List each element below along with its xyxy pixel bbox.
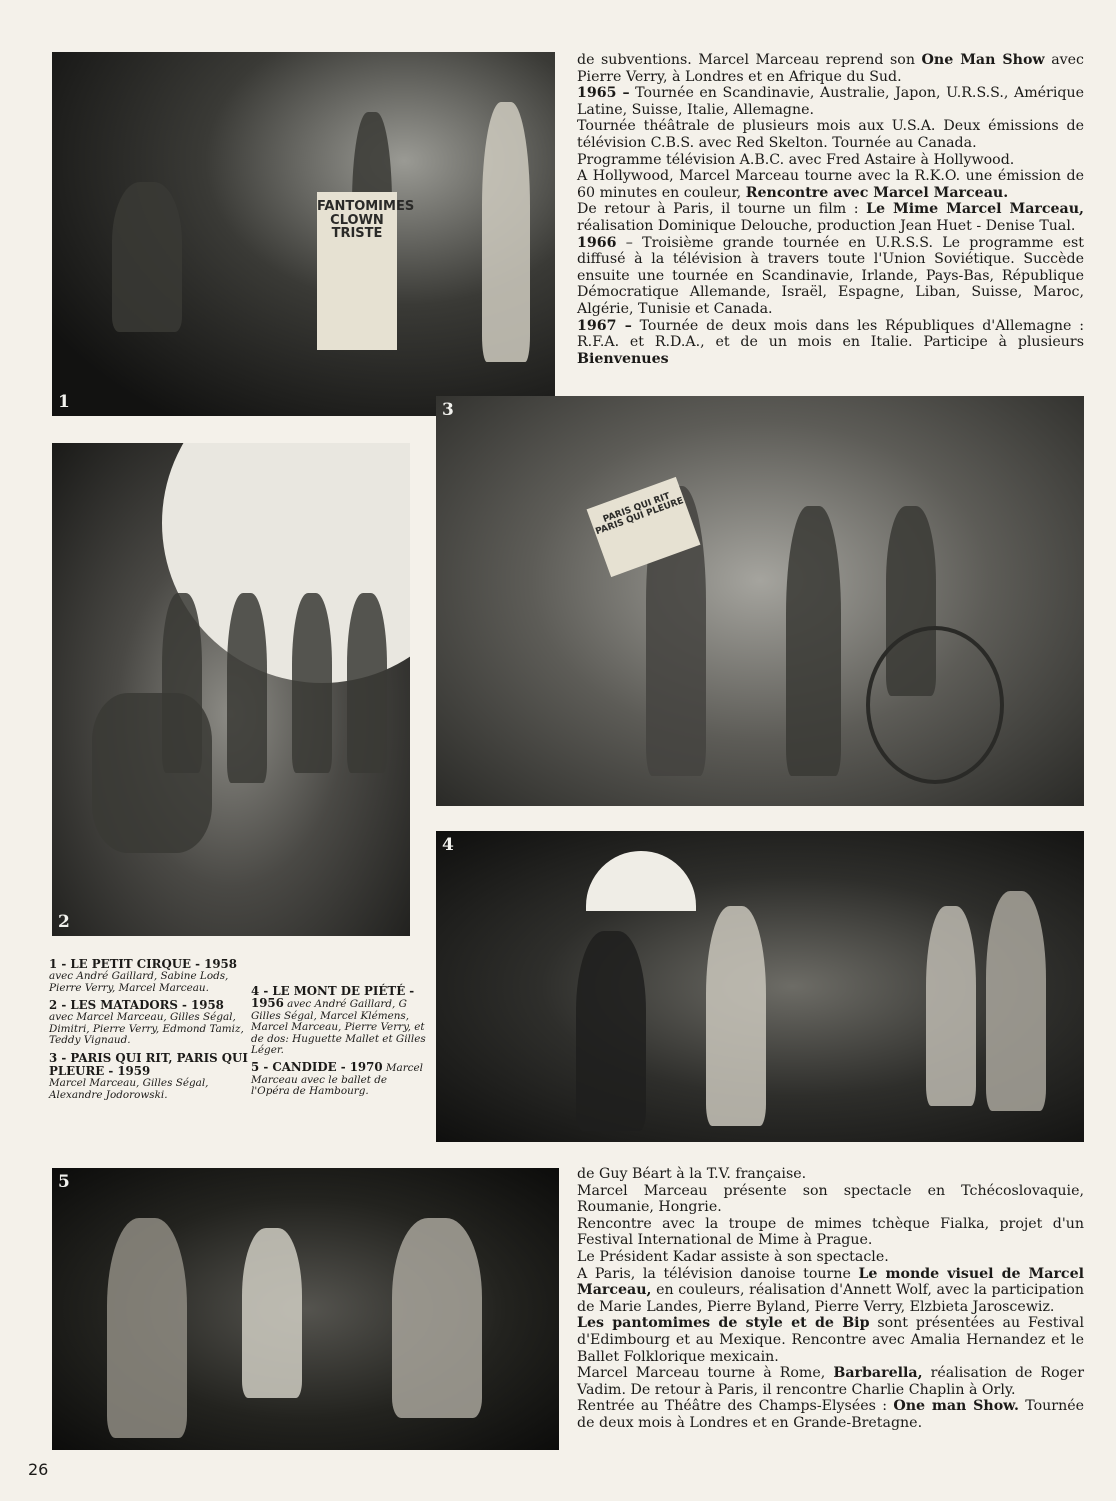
text: sont présentées au Festival d'Edimbourg et au Mexique. Rencontre avec Amalia Hernandez et le Ballet Folklorique mexicain.	[577, 1315, 1084, 1365]
umbrella	[586, 851, 696, 911]
caption-4	[251, 985, 427, 1057]
bold-text: Rencontre avec Marcel Marceau.	[745, 184, 1009, 201]
paragraph	[577, 85, 1084, 118]
text: Le Président Kadar assiste à son spectacle.	[577, 1248, 889, 1265]
bold-text: Les pantomimes de style et de Bip	[577, 1315, 870, 1332]
matador-figure	[292, 593, 332, 773]
text: Tournée de deux mois dans les Républiques d'Allemagne : R.F.A. et R.D.A., et de un mois en Italie. Participe à plusieurs	[577, 317, 1084, 351]
text: – Troisième grande tournée en U.R.S.S. Le programme est diffusé à la télévision à travers toute l'Union Soviétique. Succède ensuite une tournée en Scandinavie, Irlande, Pays-Bas, République Démocratique Allemande, Israël, Espagne, Liban, Suisse, Maroc, Algérie, Tunisie et Canada.	[577, 234, 1084, 317]
text: Marcel Marceau présente son spectacle en Tchécoslovaquie, Roumanie, Hongrie.	[577, 1182, 1084, 1216]
figure	[576, 931, 646, 1131]
cart-wheel	[866, 626, 1004, 784]
caption-5-body: Marcel Marceau avec le ballet de l'Opéra de Hambourg.	[251, 1061, 423, 1098]
caption-3-title: 3 - PARIS QUI RIT, PARIS QUI PLEURE - 1959	[49, 1050, 248, 1078]
bold-text: Le monde visuel de Marcel Marceau,	[577, 1265, 1084, 1299]
paragraph	[577, 52, 1084, 85]
photo-5	[52, 1168, 559, 1450]
photo-4-number: 4	[442, 835, 454, 855]
text: Rencontre avec la troupe de mimes tchèque Fialka, projet d'un Festival International de Mime à Prague.	[577, 1215, 1084, 1249]
paragraph	[577, 1183, 1084, 1216]
photo-2-number: 2	[58, 912, 70, 932]
caption-2-title: 2 - LES MATADORS - 1958	[49, 998, 224, 1013]
photo-1-banner: FANTOMIMES CLOWN TRISTE	[317, 192, 397, 350]
paragraph	[577, 1166, 1084, 1183]
bold-text: 1965 –	[577, 85, 630, 102]
text: Programme télévision A.B.C. avec Fred Astaire à Hollywood.	[577, 151, 1015, 168]
text: Tournée de deux mois à Londres et en Grande-Bretagne.	[577, 1398, 1085, 1431]
text: de subventions. Marcel Marceau reprend son	[577, 52, 922, 68]
bold-text: 1967 –	[577, 317, 632, 334]
matador-figure	[347, 593, 387, 773]
caption-4-body: avec André Gaillard, G Gilles Ségal, Marcel Klémens, Marcel Marceau, Pierre Verry, et de dos: Huguette Mallet et Gilles Léger.	[251, 998, 426, 1057]
paragraph	[577, 1266, 1084, 1316]
matador-figure	[227, 593, 267, 783]
caption-3	[49, 1052, 249, 1101]
paragraph	[577, 118, 1084, 151]
mime-figure	[482, 102, 530, 362]
top-text-block	[577, 52, 1084, 367]
caption-1-title: 1 - LE PETIT CIRQUE - 1958	[49, 957, 237, 971]
costumed-figure	[392, 1218, 482, 1418]
caption-4-title: 4 - LE MONT DE PIÉTÉ -	[251, 984, 415, 998]
text: Marcel Marceau tourne à Rome,	[577, 1365, 834, 1382]
photo-3-newspaper: PARIS QUI RIT PARIS QUI PLEURE	[587, 477, 701, 577]
paragraph	[577, 201, 1084, 234]
figure	[706, 906, 766, 1126]
text: Tournée en Scandinavie, Australie, Japon, U.R.S.S., Amérique Latine, Suisse, Italie, Allemagne.	[577, 85, 1084, 118]
text: de Guy Béart à la T.V. française.	[577, 1166, 807, 1182]
captions-right	[251, 985, 427, 1103]
photo-1-number: 1	[58, 392, 70, 412]
figure	[926, 906, 976, 1106]
paragraph	[577, 1249, 1084, 1266]
bold-text: Le Mime Marcel Marceau,	[866, 201, 1084, 218]
bold-text: 1966	[577, 234, 617, 251]
caption-2-body: avec Marcel Marceau, Gilles Ségal, Dimitri, Pierre Verry, Edmond Tamiz, Teddy Vignaud.	[49, 1011, 244, 1047]
bold-text: Bienvenues	[577, 350, 669, 367]
captions-left	[49, 958, 249, 1106]
caption-1-body: avec André Gaillard, Sabine Lods, Pierre Verry, Marcel Marceau.	[49, 970, 229, 994]
text: en couleurs, réalisation d'Annett Wolf, avec la participation de Marie Landes, Pierre Byland, Pierre Verry, Elzbieta Jaroscewiz.	[577, 1282, 1084, 1315]
bold-text: One Man Show	[921, 52, 1045, 68]
photo-4	[436, 831, 1084, 1142]
bold-text: One man Show.	[893, 1398, 1019, 1415]
page-number: 26	[28, 1460, 49, 1479]
photo-3	[436, 396, 1084, 806]
bold-text: Barbarella,	[833, 1365, 923, 1382]
text: A Paris, la télévision danoise tourne	[577, 1265, 859, 1282]
costumed-figure	[242, 1228, 302, 1398]
paragraph	[577, 1315, 1084, 1365]
text: Tournée théâtrale de plusieurs mois aux U.S.A. Deux émissions de télévision C.B.S. avec Red Skelton. Tournée au Canada.	[577, 118, 1084, 151]
text: réalisation de Roger Vadim. De retour à Paris, il rencontre Charlie Chaplin à Orly.	[577, 1365, 1084, 1398]
caption-3-body: Marcel Marceau, Gilles Ségal, Alexandre Jodorowski.	[49, 1076, 209, 1101]
caption-4-year: 1956	[251, 996, 284, 1010]
paragraph	[577, 152, 1084, 169]
caption-5	[251, 1059, 427, 1098]
text: avec Pierre Verry, à Londres et en Afrique du Sud.	[577, 52, 1085, 85]
text: réalisation Dominique Delouche, production Jean Huet - Denise Tual.	[577, 217, 1076, 234]
paragraph	[577, 168, 1084, 201]
kneeling-figure	[92, 693, 212, 853]
policeman-figure	[786, 506, 841, 776]
text: Rentrée au Théâtre des Champs-Elysées :	[577, 1398, 894, 1415]
paragraph	[577, 1216, 1084, 1249]
photo-3-number: 3	[442, 400, 454, 420]
figure	[986, 891, 1046, 1111]
paragraph	[577, 1398, 1084, 1431]
caption-5-title: 5 - CANDIDE - 1970	[251, 1059, 383, 1074]
caption-1	[49, 958, 249, 994]
seated-figures	[112, 182, 182, 332]
text: De retour à Paris, il tourne un film :	[577, 201, 867, 218]
text: A Hollywood, Marcel Marceau tourne avec la R.K.O. une émission de 60 minutes en couleur,	[577, 168, 1084, 201]
paragraph	[577, 235, 1084, 318]
caption-2	[49, 999, 249, 1047]
paragraph	[577, 318, 1084, 368]
bottom-text-block	[577, 1166, 1084, 1432]
photo-1	[52, 52, 555, 416]
photo-5-number: 5	[58, 1172, 70, 1192]
costumed-figure	[107, 1218, 187, 1438]
photo-2	[52, 443, 410, 936]
paragraph	[577, 1365, 1084, 1398]
